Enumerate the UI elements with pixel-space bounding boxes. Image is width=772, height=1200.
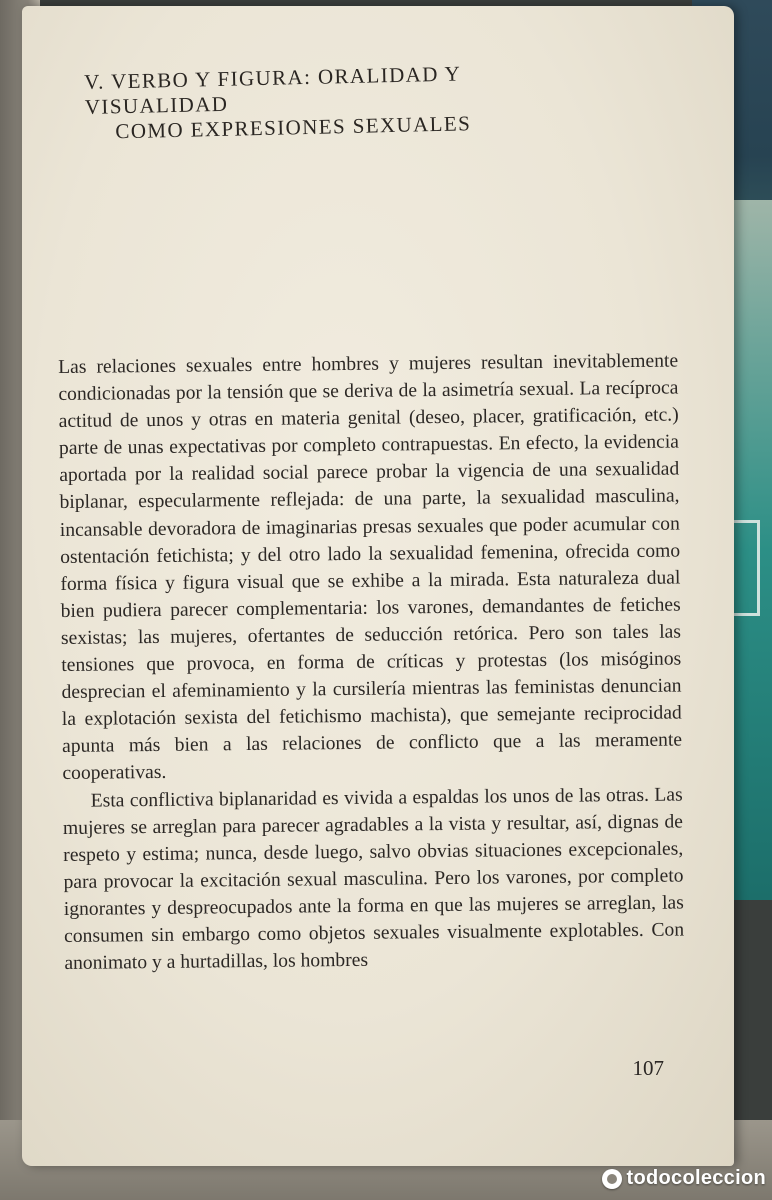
book-page xyxy=(22,6,734,1166)
watermark xyxy=(602,1167,766,1190)
body-text xyxy=(58,348,684,978)
todocoleccion-logo-icon xyxy=(602,1169,622,1189)
paragraph-2: Esta conflictiva biplanaridad es vivida a espaldas los unos de las otras. Las mujeres se arreglan para parecer agradables a la vista y resultar, así, dignas de respeto y estima; nunca, desde luego, salvo obvias situaciones excepcionales, para provocar la excitación sexual masculina. Pero los varones, por completo ignorantes y despreocupados ante la forma en que las mujeres se arreglan, las consumen sin embargo como objetos sexuales visualmente explotables. Con anonimato y a hurtadillas, los hombres xyxy=(62,783,685,975)
watermark-text: todocoleccion xyxy=(626,1167,766,1189)
paragraph-1: Las relaciones sexuales entre hombres y mujeres resultan inevitablemente condicionadas por la tensión que se deriva de la asimetría sexual. La recíproca actitud de unos y otras en materia genital (deseo, placer, gratificación, etc.) parte de unas expectativas por completo contrapuestas. En efecto, la evidencia aportada por la realidad social parece probar la vigencia de una sexualidad biplanar, especularmente reflejada: de una parte, la sexualidad masculina, incansable devoradora de imaginarias presas sexuales que poder acumular con ostentación fetichista; y del otro lado la sexualidad femenina, ofrecida como forma física y figura visual que se exhibe a la mirada. Esta naturaleza dual bien pudiera parecer complementaria: los varones, demandantes de fetiches sexistas; las mujeres, ofertantes de seducción retórica. Pero son tales las tensiones que provoca, en forma de críticas y protestas (los misóginos desprecian el afeminamiento y la cursilería mientras las feministas denuncian la explotación sexista del fetichismo machista), que semejante reciprocidad apunta más bien a las relaciones de conflicto que a las meramente cooperativas. xyxy=(58,350,683,785)
page-number: 107 xyxy=(632,1056,664,1080)
chapter-title-line-2: COMO EXPRESIONES SEXUALES xyxy=(115,111,472,144)
chapter-title xyxy=(84,58,606,145)
chapter-title-line-1: V. VERBO Y FIGURA: ORALIDAD Y VISUALIDAD xyxy=(84,61,461,119)
